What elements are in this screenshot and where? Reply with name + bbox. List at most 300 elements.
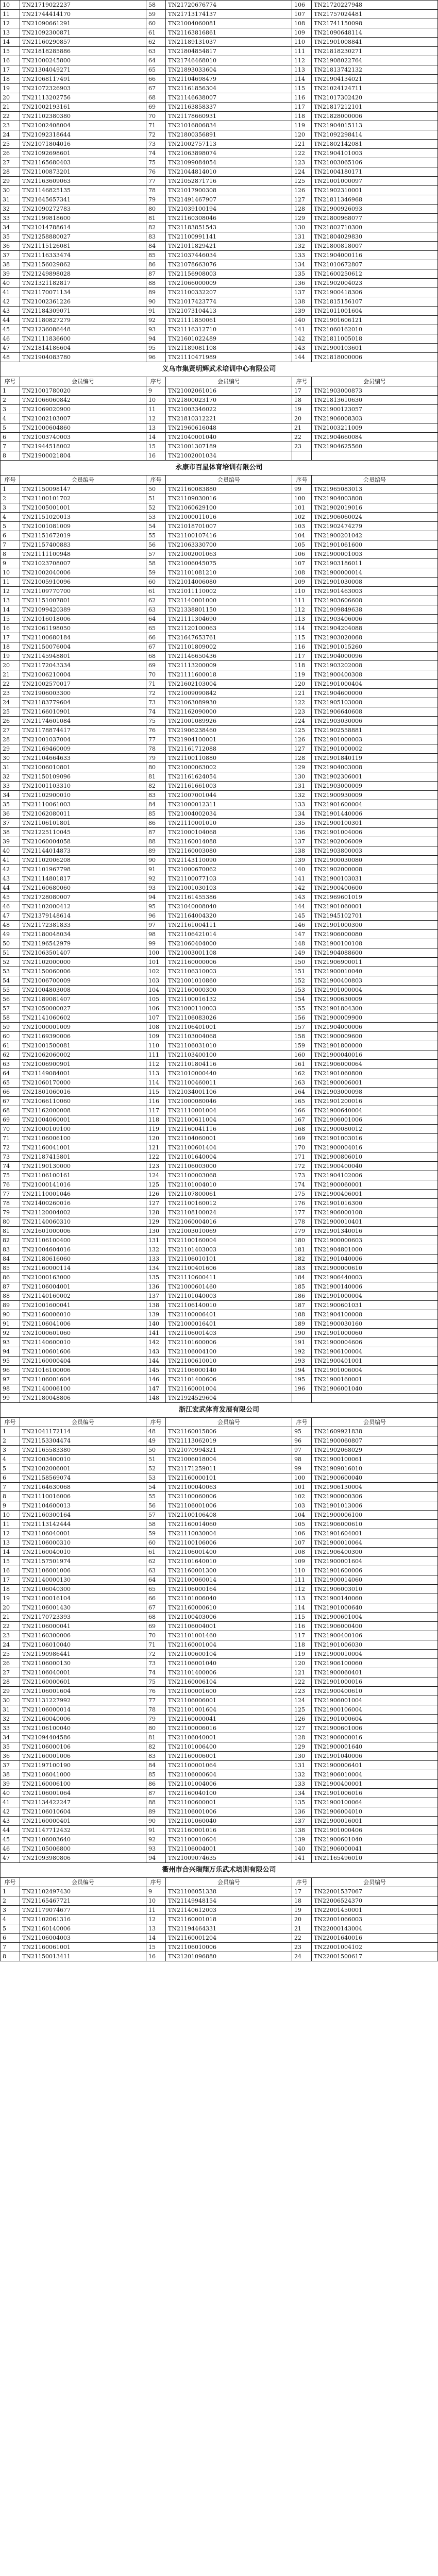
- seq-cell: 43: [1, 874, 20, 884]
- seq-cell: 174: [292, 1180, 312, 1190]
- seq-cell: 66: [1, 1088, 20, 1097]
- seq-cell: 38: [1, 1770, 20, 1780]
- seq-cell: 111: [292, 596, 312, 605]
- member-number-cell: TN21004002034: [166, 809, 292, 819]
- seq-cell: 34: [1, 791, 20, 800]
- seq-cell: 117: [292, 103, 312, 112]
- member-number-cell: TN21000245800: [20, 56, 146, 65]
- member-number-cell: TN21160003080: [166, 846, 292, 856]
- seq-cell: 9: [1, 1501, 20, 1511]
- seq-cell: 57: [146, 1511, 166, 1520]
- table-row: [1, 1255, 438, 1264]
- table-row: [1, 93, 438, 103]
- member-number-cell: TN21904000096: [312, 652, 438, 661]
- seq-cell: 150: [292, 958, 312, 967]
- member-number-cell: TN21003010069: [166, 1227, 292, 1236]
- seq-cell: 25: [1, 140, 20, 149]
- seq-cell: 73: [1, 1153, 20, 1162]
- member-number-cell: TN21904000116: [312, 251, 438, 260]
- seq-cell: 50: [146, 1446, 166, 1455]
- seq-cell: 4: [1, 1455, 20, 1464]
- seq-cell: 13: [1, 28, 20, 38]
- member-number-cell: TN21172043334: [20, 661, 146, 670]
- seq-cell: 138: [292, 1826, 312, 1835]
- member-number-cell: TN21900009900: [312, 1013, 438, 1023]
- seq-cell: 41: [1, 1798, 20, 1807]
- member-number-cell: TN21110001004: [166, 1106, 292, 1115]
- seq-cell: 175: [292, 1190, 312, 1199]
- member-number-cell: TN21194464331: [166, 1924, 292, 1934]
- seq-cell: 132: [292, 791, 312, 800]
- seq-cell: 146: [146, 1375, 166, 1384]
- member-number-cell: TN21904660084: [312, 433, 438, 442]
- member-number-cell: TN21158569074: [20, 1473, 146, 1483]
- table-row: [1, 75, 438, 84]
- member-number-cell: TN21061198050: [20, 624, 146, 633]
- seq-cell: 16: [146, 1952, 166, 1961]
- seq-cell: 140: [292, 316, 312, 325]
- table-header-row: [1, 476, 438, 485]
- member-number-cell: TN21106140010: [166, 1301, 292, 1310]
- seq-cell: 73: [146, 140, 166, 149]
- seq-cell: 47: [1, 911, 20, 921]
- seq-cell: 60: [146, 578, 166, 587]
- seq-cell: 107: [292, 10, 312, 19]
- member-number-cell: TN21160061001: [20, 1943, 146, 1952]
- seq-cell: 33: [1, 1724, 20, 1733]
- seq-cell: 113: [292, 65, 312, 75]
- member-number-cell: TN21901604001: [312, 1529, 438, 1538]
- seq-cell: 19: [1, 652, 20, 661]
- seq-cell: 67: [1, 1097, 20, 1106]
- member-number-cell: TN21006700009: [20, 976, 146, 986]
- seq-cell: 96: [146, 911, 166, 921]
- member-number-cell: TN21153304474: [20, 1436, 146, 1446]
- table-row: [1, 1143, 438, 1153]
- table-row: [1, 1069, 438, 1078]
- seq-cell: 14: [146, 1934, 166, 1943]
- member-number-cell: TN21909849638: [312, 605, 438, 615]
- seq-cell: 184: [292, 1273, 312, 1282]
- seq-cell: 171: [292, 1153, 312, 1162]
- member-number-cell: TN21904100008: [312, 1310, 438, 1319]
- seq-cell: 164: [292, 1088, 312, 1097]
- member-number-cell: TN21746468010: [166, 56, 292, 65]
- seq-cell: 49: [146, 1436, 166, 1446]
- seq-cell: 127: [146, 1199, 166, 1208]
- member-number-cell: TN21903030006: [312, 717, 438, 726]
- seq-cell: 39: [1, 1780, 20, 1789]
- table-row: [1, 1854, 438, 1863]
- member-number-cell: TN21002040006: [20, 568, 146, 578]
- table-row: [1, 494, 438, 503]
- seq-cell: 118: [292, 112, 312, 121]
- seq-cell: 71: [146, 121, 166, 130]
- seq-cell: 139: [292, 307, 312, 316]
- member-number-cell: TN21160001204: [166, 1934, 292, 1943]
- member-number-cell: TN21101040003: [166, 1292, 292, 1301]
- member-number-cell: TN21003400010: [20, 1455, 146, 1464]
- member-number-cell: TN21050000027: [20, 1004, 146, 1013]
- seq-cell: 61: [1, 1041, 20, 1050]
- member-number-cell: TN21106000140: [166, 1366, 292, 1375]
- seq-cell: 2: [1, 494, 20, 503]
- seq-cell: 40: [1, 279, 20, 288]
- seq-cell: 2: [1, 396, 20, 405]
- table-row: [1, 735, 438, 744]
- table-row: [1, 158, 438, 167]
- member-number-cell: TN21100601404: [166, 1143, 292, 1153]
- member-number-cell: TN21101081210: [166, 568, 292, 578]
- seq-cell: 74: [146, 149, 166, 158]
- member-number-cell: TN21101006400: [166, 1742, 292, 1752]
- seq-cell: 8: [1, 1492, 20, 1501]
- seq-cell: 17: [1, 1575, 20, 1585]
- member-number-cell: TN21111304690: [166, 615, 292, 624]
- seq-cell: 88: [146, 837, 166, 846]
- seq-cell: 61: [146, 587, 166, 596]
- table-row: [1, 791, 438, 800]
- table-row: [1, 1125, 438, 1134]
- member-number-header: 会员编号: [20, 1418, 146, 1427]
- seq-cell: 93: [146, 884, 166, 893]
- member-number-cell: TN21002001063: [166, 550, 292, 559]
- table-row: [1, 1520, 438, 1529]
- member-number-cell: TN21904801000: [312, 1245, 438, 1255]
- member-number-cell: TN21802142081: [312, 140, 438, 149]
- seq-cell: 135: [146, 1273, 166, 1282]
- seq-cell: 102: [292, 513, 312, 522]
- seq-cell: 103: [292, 522, 312, 531]
- table-row: [1, 568, 438, 578]
- member-number-cell: TN21713174137: [166, 10, 292, 19]
- seq-cell: 168: [292, 1125, 312, 1134]
- seq-cell: 57: [146, 550, 166, 559]
- seq-cell: 140: [292, 865, 312, 874]
- member-number-cell: TN21900140006: [312, 1282, 438, 1292]
- seq-cell: 90: [146, 856, 166, 865]
- member-number-cell: TN21900406001: [312, 1190, 438, 1199]
- seq-cell: 94: [1, 1347, 20, 1357]
- member-number-cell: TN21901000002: [312, 744, 438, 754]
- member-number-cell: TN21902558881: [312, 726, 438, 735]
- seq-cell: 159: [292, 1041, 312, 1050]
- seq-cell: 11: [1, 1520, 20, 1529]
- seq-cell: 81: [146, 214, 166, 223]
- member-number-cell: TN21106010101: [166, 1255, 292, 1264]
- seq-cell: 97: [146, 921, 166, 930]
- member-number-cell: TN21904101003: [312, 149, 438, 158]
- member-number-cell: TN21106001006: [20, 1566, 146, 1575]
- member-number-cell: TN21906008303: [312, 414, 438, 423]
- seq-cell: 32: [1, 772, 20, 782]
- seq-cell: 96: [146, 353, 166, 362]
- seq-cell: 116: [292, 93, 312, 103]
- member-number-cell: TN21602103004: [166, 680, 292, 689]
- member-number-cell: TN21900926093: [312, 205, 438, 214]
- table-row: [1, 1924, 438, 1934]
- seq-cell: 43: [1, 1817, 20, 1826]
- member-number-cell: TN21116333474: [20, 251, 146, 260]
- seq-cell: 166: [292, 1106, 312, 1115]
- member-number-cell: TN21094404586: [20, 1733, 146, 1742]
- seq-cell: 13: [146, 423, 166, 433]
- member-number-cell: TN21901000300: [312, 921, 438, 930]
- member-number-cell: TN21106041006: [20, 1319, 146, 1329]
- member-table: [0, 1417, 438, 1863]
- member-number-cell: TN21000601460: [166, 1282, 292, 1292]
- seq-cell: 193: [292, 1357, 312, 1366]
- seq-cell: 147: [292, 930, 312, 939]
- member-number-cell: TN21100060014: [166, 1575, 292, 1585]
- seq-cell: 19: [292, 1906, 312, 1915]
- member-number-cell: TN21893033604: [166, 65, 292, 75]
- member-number-cell: TN21903606608: [312, 596, 438, 605]
- seq-cell: 185: [292, 1282, 312, 1292]
- table-row: [1, 1603, 438, 1613]
- table-row: [1, 1724, 438, 1733]
- member-number-cell: TN21902306001: [312, 772, 438, 782]
- member-number-cell: TN21111850061: [166, 316, 292, 325]
- seq-cell: 16: [146, 451, 166, 461]
- member-number-cell: TN21037446034: [166, 251, 292, 260]
- member-number-cell: TN21115126081: [20, 242, 146, 251]
- seq-cell: 78: [146, 1705, 166, 1715]
- seq-cell: 140: [292, 1844, 312, 1854]
- seq-cell: 98: [292, 1455, 312, 1464]
- member-number-cell: TN21110016006: [20, 1492, 146, 1501]
- seq-cell: 94: [146, 1854, 166, 1863]
- seq-cell: 133: [292, 800, 312, 809]
- member-number-cell: TN21106000106: [20, 1742, 146, 1752]
- member-number-cell: TN21800023170: [166, 396, 292, 405]
- table-row: [1, 884, 438, 893]
- table-row: [1, 930, 438, 939]
- member-number-cell: TN21101006040: [166, 1594, 292, 1603]
- seq-cell: 133: [292, 251, 312, 260]
- table-row: [1, 744, 438, 754]
- seq-cell: 78: [146, 744, 166, 754]
- seq-cell: 71: [1, 1134, 20, 1143]
- seq-cell: [292, 451, 312, 461]
- member-number-cell: TN21160040010: [20, 1548, 146, 1557]
- member-number-cell: TN21100077103: [166, 874, 292, 884]
- member-number-cell: TN21102497430: [20, 1887, 146, 1896]
- seq-cell: 136: [292, 1807, 312, 1817]
- seq-cell: 123: [292, 707, 312, 717]
- member-number-cell: TN21009074635: [166, 1854, 292, 1863]
- seq-cell: 109: [292, 1557, 312, 1566]
- seq-cell: 137: [292, 288, 312, 297]
- seq-cell: 113: [292, 1594, 312, 1603]
- member-number-cell: TN21131227992: [20, 1696, 146, 1705]
- member-number-cell: TN21007001044: [166, 791, 292, 800]
- seq-cell: 96: [292, 1436, 312, 1446]
- member-number-cell: TN21160014088: [166, 837, 292, 846]
- table-row: [1, 1171, 438, 1180]
- seq-cell: 116: [292, 642, 312, 652]
- seq-cell: 42: [1, 297, 20, 307]
- seq-cell: 86: [1, 1273, 20, 1282]
- table-row: [1, 1687, 438, 1696]
- seq-cell: 90: [146, 297, 166, 307]
- table-row: [1, 1208, 438, 1217]
- seq-cell: 117: [146, 1106, 166, 1115]
- table-row: [1, 1761, 438, 1770]
- member-number-cell: TN21100600001: [166, 1798, 292, 1807]
- member-number-cell: TN21902000008: [312, 865, 438, 874]
- member-number-cell: TN21160000601: [20, 1677, 146, 1687]
- member-number-cell: TN21160000041: [166, 1715, 292, 1724]
- member-number-cell: TN21101001604: [166, 1705, 292, 1715]
- seq-cell: 119: [292, 670, 312, 680]
- table-row: [1, 1752, 438, 1761]
- table-row: [1, 205, 438, 214]
- seq-cell: 63: [146, 47, 166, 56]
- seq-cell: 63: [146, 1566, 166, 1575]
- seq-cell: 121: [292, 1668, 312, 1677]
- table-row: [1, 1384, 438, 1394]
- seq-cell: 123: [292, 1687, 312, 1696]
- member-number-cell: TN21106000164: [166, 1585, 292, 1594]
- seq-cell: 121: [292, 689, 312, 698]
- seq-cell: 195: [292, 1375, 312, 1384]
- member-number-cell: TN21900001604: [312, 1557, 438, 1566]
- seq-cell: 125: [292, 726, 312, 735]
- seq-cell: 87: [146, 1789, 166, 1798]
- seq-cell: 74: [146, 1668, 166, 1677]
- member-number-cell: TN21165496010: [312, 1854, 438, 1863]
- member-number-cell: TN21906130004: [312, 1483, 438, 1492]
- seq-cell: 88: [1, 1292, 20, 1301]
- member-number-cell: TN21187415801: [20, 1153, 146, 1162]
- seq-cell: 110: [292, 38, 312, 47]
- table-row: [1, 1934, 438, 1943]
- seq-cell: 37: [1, 1761, 20, 1770]
- member-number-cell: TN21100873201: [20, 167, 146, 177]
- member-number-cell: TN21160680060: [20, 884, 146, 893]
- member-number-cell: TN21906060024: [312, 513, 438, 522]
- member-number-cell: TN21014006080: [166, 578, 292, 587]
- member-number-cell: TN21092318644: [20, 130, 146, 140]
- member-number-cell: TN21100101702: [20, 494, 146, 503]
- member-number-cell: TN21002006001: [20, 1464, 146, 1473]
- seq-cell: 129: [292, 1742, 312, 1752]
- seq-cell: 143: [292, 344, 312, 353]
- seq-cell: 12: [1, 587, 20, 596]
- seq-cell: 69: [146, 1622, 166, 1631]
- seq-cell: 107: [146, 1013, 166, 1023]
- table-row: [1, 423, 438, 433]
- table-row: [1, 1097, 438, 1106]
- seq-cell: 113: [292, 615, 312, 624]
- member-number-cell: TN21002061016: [166, 386, 292, 396]
- member-number-cell: TN21106000014: [20, 1705, 146, 1715]
- member-number-cell: TN21090661291: [20, 19, 146, 28]
- seq-cell: 162: [292, 1069, 312, 1078]
- member-number-cell: TN21906000400: [312, 1622, 438, 1631]
- seq-header: 序号: [146, 1418, 166, 1427]
- seq-cell: 111: [146, 1050, 166, 1060]
- member-number-cell: TN21103004068: [166, 1032, 292, 1041]
- member-number-cell: TN21011001604: [312, 307, 438, 316]
- seq-cell: 100: [292, 494, 312, 503]
- table-row: [1, 1594, 438, 1603]
- table-row: [1, 1650, 438, 1659]
- member-number-cell: TN21902474279: [312, 522, 438, 531]
- seq-cell: 18: [292, 1896, 312, 1906]
- seq-cell: 89: [146, 1807, 166, 1817]
- seq-cell: 131: [292, 232, 312, 242]
- table-row: [1, 121, 438, 130]
- seq-cell: 108: [292, 19, 312, 28]
- member-number-cell: TN21114801817: [20, 874, 146, 884]
- member-number-cell: TN21647653761: [166, 633, 292, 642]
- member-number-cell: TN21102061316: [20, 1915, 146, 1924]
- member-number-cell: TN21901060001: [312, 902, 438, 911]
- member-number-cell: TN21901060800: [312, 1069, 438, 1078]
- table-row: [1, 1844, 438, 1854]
- member-number-cell: TN21100016104: [20, 1594, 146, 1603]
- seq-cell: 6: [1, 1473, 20, 1483]
- member-number-cell: TN21800818007: [312, 242, 438, 251]
- seq-cell: 154: [292, 995, 312, 1004]
- seq-cell: 106: [146, 1004, 166, 1013]
- table-row: [1, 353, 438, 362]
- member-number-cell: TN21190130000: [20, 1162, 146, 1171]
- member-number-cell: TN21906000041: [312, 1844, 438, 1854]
- member-number-cell: TN21106100400: [20, 1236, 146, 1245]
- seq-cell: 30: [1, 754, 20, 763]
- member-table: [0, 377, 438, 461]
- seq-cell: 177: [292, 1208, 312, 1217]
- seq-cell: 125: [292, 1705, 312, 1715]
- seq-cell: 52: [146, 503, 166, 513]
- seq-cell: 68: [146, 652, 166, 661]
- seq-cell: 103: [292, 1501, 312, 1511]
- member-number-cell: TN21902310001: [312, 186, 438, 195]
- member-number-cell: TN21908022764: [312, 56, 438, 65]
- seq-cell: 23: [1, 121, 20, 130]
- member-number-cell: TN21003346022: [166, 405, 292, 414]
- member-number-cell: TN21100006016: [166, 1724, 292, 1733]
- seq-cell: 64: [146, 1575, 166, 1585]
- member-number-cell: TN21000012311: [166, 800, 292, 809]
- member-number-cell: TN21965083013: [312, 485, 438, 494]
- table-header-row: [1, 1878, 438, 1887]
- seq-cell: 133: [146, 1255, 166, 1264]
- seq-cell: 156: [292, 1013, 312, 1023]
- member-number-cell: TN22001537067: [312, 1887, 438, 1896]
- seq-cell: 189: [292, 1319, 312, 1329]
- table-row: [1, 1906, 438, 1915]
- seq-cell: 108: [146, 1023, 166, 1032]
- seq-cell: 136: [292, 279, 312, 288]
- member-number-cell: TN21001780020: [20, 386, 146, 396]
- member-number-cell: TN21491467907: [166, 195, 292, 205]
- member-number-cell: TN21106004001: [20, 1282, 146, 1292]
- seq-cell: 144: [292, 902, 312, 911]
- member-number-header: 会员编号: [20, 476, 146, 485]
- seq-cell: 97: [292, 1446, 312, 1455]
- seq-cell: 112: [292, 1585, 312, 1594]
- member-number-cell: TN22006524370: [312, 1896, 438, 1906]
- member-number-cell: TN21146650436: [166, 652, 292, 661]
- member-number-cell: TN21100332207: [166, 288, 292, 297]
- table-row: [1, 103, 438, 112]
- seq-cell: 110: [292, 1566, 312, 1575]
- member-number-cell: TN21106100161: [20, 1171, 146, 1180]
